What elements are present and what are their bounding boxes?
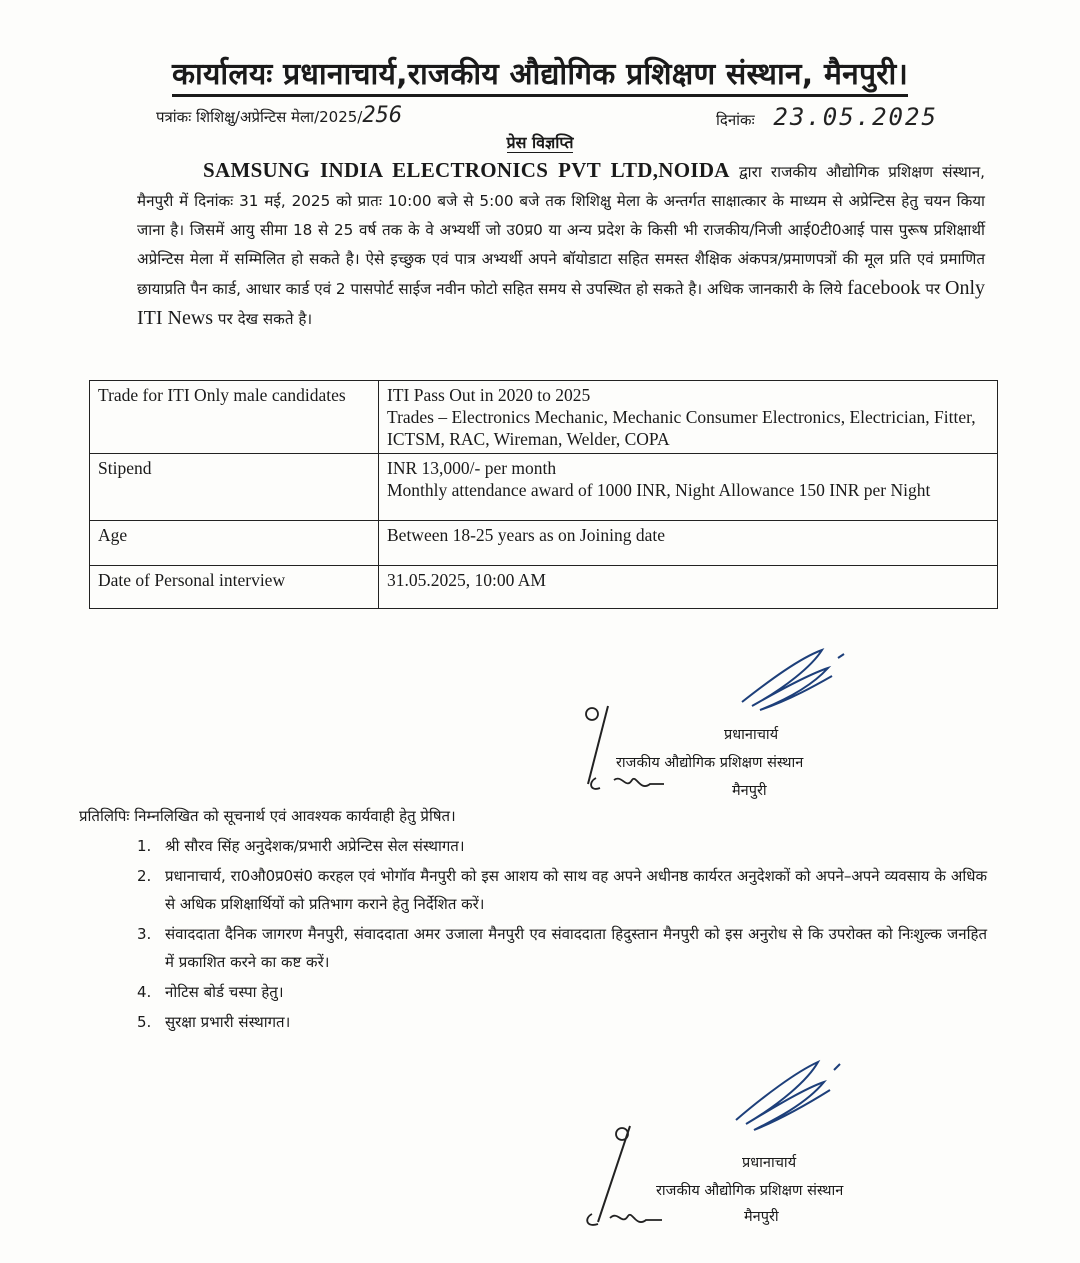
table-value: 31.05.2025, 10:00 AM (379, 566, 998, 609)
table-label: Stipend (90, 454, 379, 521)
table-value: INR 13,000/- per month Monthly attendance award of 1000 INR, Night Allowance 150 INR per Night (379, 454, 998, 521)
company-name: SAMSUNG INDIA ELECTRONICS PVT LTD,NOIDA (203, 158, 730, 182)
signature-institute: राजकीय औद्योगिक प्रशिक्षण संस्थान (616, 755, 804, 771)
principal-signature-2 (722, 1050, 862, 1140)
letter-ref-label: पत्रांकः शिशिक्षु/अप्रेन्टिस मेला/2025/ (156, 108, 363, 126)
date-label: दिनांकः (716, 111, 755, 129)
list-item: 1. श्री सौरव सिंह अनुदेशक/प्रभारी अप्रेन्टिस सेल संस्थागत। (137, 837, 465, 855)
table-label: Age (90, 521, 379, 566)
table-value: Between 18-25 years as on Joining date (379, 521, 998, 566)
signature-designation-2: प्रधानाचार्य (742, 1155, 797, 1171)
list-item: 5. सुरक्षा प्रभारी संस्थागत। (137, 1013, 291, 1031)
initials-signature-2 (570, 1118, 680, 1228)
body-text: द्वारा राजकीय औद्योगिक प्रशिक्षण संस्थान, मैनपुरी में दिनांकः 31 मई, 2025 को प्रातः 10:00 बजे से 5:00 बजे तक शिशिक्षु मेला के अन्तर्गत साक्षात्कार के माध्यम से अप्रेन्टिस हेतु चयन किया जाना है। जिसमें आयु सीमा 18 से 25 वर्ष तक के वे अभ्यर्थी जो उ0प्र0 या अन्य प्रदेश के किसी भी राजकीय/निजी आई0टी0आई पास पुरूष प्रशिक्षार्थी अप्रेन्टिस मेला में सम्मिलित हो सकते है। ऐसे इच्छुक एवं पात्र अभ्यर्थी अपने बॉयोडाटा सहित समस्त शैक्षिक अंकपत्र/प्रमाणपत्रों की मूल प्रति एवं प्रमाणित छायाप्रति पैन कार्ड, आधार कार्ड एवं 2 पासपोर्ट साईज नवीन फोटो सहित समय से उपस्थित हो सकते है। अधिक जानकारी के लिये (137, 163, 985, 298)
table-label: Trade for ITI Only male candidates (90, 381, 379, 454)
signature-designation: प्रधानाचार्य (724, 727, 779, 743)
table-row (90, 566, 998, 609)
copy-to-heading: प्रतिलिपिः निम्नलिखित को सूचनार्थ एवं आवश्यक कार्यवाही हेतु प्रेषित। (79, 807, 456, 825)
table-value: ITI Pass Out in 2020 to 2025 Trades – Electronics Mechanic, Mechanic Consumer Electronics, Electrician, Fitter, ICTSM, RAC, Wireman, Welder, COPA (379, 381, 998, 454)
press-release-title: प्रेस विज्ञप्ति (506, 133, 574, 152)
signature-institute-2: राजकीय औद्योगिक प्रशिक्षण संस्थान (656, 1183, 844, 1199)
body-closing: पर देख सकते है। (217, 310, 313, 328)
signature-place: मैनपुरी (732, 783, 767, 799)
table-label: Date of Personal interview (90, 566, 379, 609)
initials-signature (570, 700, 680, 800)
letter-reference (156, 103, 402, 128)
table-row (90, 454, 998, 521)
list-item: 3. संवाददाता दैनिक जागरण मैनपुरी, संवाददाता अमर उजाला मैनपुरी एव संवाददाता हिदुस्तान मैनपुरी को इस अनुरोध से कि उपरोक्त को निःशुल्क जनहित में प्रकाशित करने का कष्ट करें। (137, 925, 987, 971)
copy-to-list (137, 832, 987, 1036)
office-heading: कार्यालयः प्रधानाचार्य,राजकीय औद्योगिक प्रशिक्षण संस्थान, मैनपुरी। (0, 52, 1080, 93)
date-value: 23.05.2025 (773, 103, 938, 131)
details-table (89, 380, 998, 609)
facebook-text: facebook (847, 277, 921, 299)
table-row (90, 381, 998, 454)
letter-ref-number: 256 (362, 103, 403, 128)
list-item: 4. नोटिस बोर्ड चस्पा हेतु। (137, 983, 284, 1001)
table-row (90, 521, 998, 566)
press-release-body (137, 156, 985, 334)
signature-place-2: मैनपुरी (744, 1209, 779, 1225)
page-name: Only ITI News (137, 277, 986, 329)
body-par: पर (925, 280, 941, 298)
list-item: 2. प्रधानाचार्य, रा0औ0प्र0सं0 करहल एवं भोगॉव मैनपुरी को इस आशय को साथ वह अपने अधीनष्ठ कार्यरत अनुदेशकों को अपने–अपने व्यवसाय के अधिक से अधिक प्रशिक्षार्थियों को प्रतिभाग कराने हेतु निर्देशित करें। (137, 867, 987, 913)
letter-date (716, 103, 938, 131)
principal-signature (730, 640, 860, 720)
